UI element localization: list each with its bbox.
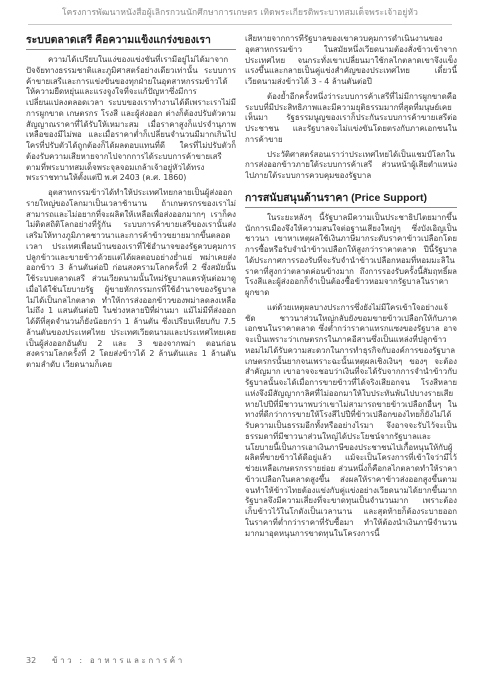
page-footer [26,653,456,667]
paragraph: เสียหายจากการที่รัฐบาลของเขาควบคุมการดำเนินงานของอุตสาหกรรมข้าว ในสมัยหนึ่งเวียดนามต้องสั่งข้าวเข้าจากประเทศไทย จนกระทั่งเขาเปลี่ยนมาใช้กลไกตลาดเขาจึงแข็งแรงขึ้นและกลายเป็นคู่แข่งสำคัญของประเทศไทย เดี๋ยวนี้เวียดนามส่งข้าวได้ 3 - 4 ล้านตันต่อปี [245,34,457,86]
paragraph: อุตสาหกรรมข้าวได้ทำให้ประเทศไทยกลายเป็นผู้ส่งออกรายใหญ่ของโลกมาเป็นเวลาช้านาน ถ้าเกษตรกรของเราไม่สามารถและไม่อยากที่จะผลิตให้เหลือเพื่อส่งออกมากๆ เราก็คงไม่ติดสถิติโลกอย่างที่รู้กัน ระบบการค้าขายเสรีของเรานั้นส่งเสริมให้ทางภูมิภาคชาวนาและการค้าข้าวขยายมากขึ้นตลอดเวลา ประเทศเพื่อนบ้านของเราที่ใช้อำนาจของรัฐควบคุมการปลูกข้าวและขายข้าวด้วยแต่ได้ผลตอบอย่างย่ำแย่ พม่าเคยส่งออกข้าว 3 ล้านตันต่อปี ก่อนสงครามโลกครั้งที่ 2 ซึ่งสมัยนั้นใช้ระบบตลาดเสรี ส่วนเวียดนามนั้นใหม่รัฐบาลแตรหุ้นต่อมาดูเมื่อได้ใช้นโยบายรัฐ ผู้ขายหักกรรมกรที่ใช้อำนาจของรัฐบาลไม่ได้เป็นกลไกตลาด ทำให้การส่งออกข้าวของพม่าลดลงเหลือไม่ถึง 1 แสนตันต่อปี ในช่วงหลายปีที่ผ่านมา แม้ไม่มีที่ส่งออกได้ดีที่สุดจำนวนก็ยังน้อยกว่า 1 ล้านตัน ซึ่งเปรียบเทียบกับ 7.5 ล้านตันของประเทศไทย ประเทศเวียดนามและประเทศไทยเคยเป็นผู้ส่งออกอันดับ 2 และ 3 ของจากพม่า ตอนก่อนสงครามโลกครั้งที่ 2 โดยส่งข้าวได้ 2 ล้านตันและ 1 ล้านตัน ตามลำดับ เวียดนามก็เคย [26,188,236,369]
section-heading-price-support: การสนับสนุนด้านราคา (Price Support) [245,192,457,208]
paragraph: ประวัติศาสตร์สอนเราว่าประเทศไทยได้เป็นแชมป์โลกในการส่งออกข้าวภายใต้ระบบการค้าเสรี ส่วนหน้าผู้เสียตำแหน่งไปภายใต้ระบบการควบคุมของรัฐบาล [245,149,457,180]
paragraph: ในระยะหลังๆ นี้รัฐบาลมีความเป็นประชาธิปไตยมากขึ้น นักการเมืองจึงให้ความสนใจต่อฐานเสียงใหญ่ๆ ซึ่งบังเอิญเป็นชาวนา เขาหาเหตุผลใช้เงินภาษีมากระดับราคาข้าวเปลือกโดยการซื้อหรือรับจำนำข้าวเปลือกให้สูงกว่าราคาตลาด ปีนี้รัฐบาลได้ประกาศการรองรับที่จะรับจำนำข้าวเปลือกหอมที่หอมมะลิในราคาที่สูงกว่าตลาดค่อนข้างมาก ถึงการรองรับครั้งนี้สัมฤทธิ์ผล โรงสีและผู้ส่งออกก็จำเป็นต้องซื้อข้าวหอมจากรัฐบาลในราคาผูกขาด [245,212,457,297]
paragraph: ต้องย้ำอีกครั้งหนึ่งว่าระบบการค้าเสรีที่ไม่มีการผูกขาดคือระบบที่มีประสิทธิภาพและมีความยุติธรรมมากที่สุดที่มนุษย์เคยเห็นมา รัฐธรรมนูญของเราก็ประกันระบบการค้าขายเสรีต่อประชาชน และรัฐบาลจะไม่แข่งขันโดยตรงกับภาคเอกชนในการค้าขาย [245,91,457,144]
page-number: 32 [26,655,37,665]
journal-title: ข้าว : อาหารและการค้า [52,655,185,665]
running-header [0,0,480,24]
right-column [245,34,457,543]
header-divider [28,24,452,25]
paragraph: แต่ด้วยเหตุผลบางประการซึ่งยังไม่มีใครเข้าใจอย่างแจ้ชัด ชาวนาส่วนใหญ่กลับยังขอมขายข้าวเปลือกให้กับภาคเอกชนในราคาตลาด ซึ่งต่ำกว่าราคาแทรกแซงของรัฐบาล อาจจะเป็นเพราะว่าเกษตรกรในภาคอีสานซึ่งเป็นแหล่งที่ปลูกข้าวหอมไม่ได้รับความสะดวกในการทำธุรกิจกับองค์การของรัฐบาล เกษตรกรนั้นยากจนเพราะฉะนั้นเหตุผลเชิงเงินๆ ของๆ จะต้องสำคัญมาก เขาอาจจะชอบว่าเงินที่จะได้รับจากการจำนำข้าวกับรัฐบาลนั้นจะได้เมื่อการขายข้าวที่ได้จริงเสียอกจน โรงสีหลายแห่งจึงมีสัญญากาลิศที่ไม่ออกมาให้ใบประทันพ้นไปบางรายเสียหายไปปีที่มีชาวนาพบว่าเขาไม่สามารถขายข้าวเปลือกอื่นๆ ในทางที่ดีกว่าการขายให้โรงสีไปปีที่ข้าวเปลือกของไทยก็ยังไม่ได้รับความเป็นธรรมอีกทั้งหรืออย่างไรมา จึงอาจจะรับไว้จะเป็นธรรมดาที่มีชาวนาส่วนใหญ่ได้ประโยชน์จากรัฐบาลและนโยบายนี้เป็นการเอาเงินภาษีของประชาชนไปเกื้อหนุนให้กับผู้ผลิตที่ขายข้าวได้ดีอยู่แล้ว แม้จะเป็นโครงการที่เข้าใจว่ามีไว้ช่วยเหลือเกษตรกรรายย่อย ส่วนหนึ่งก็คือกลไกตลาดทำให้ราคาข้าวเปลือกในตลาดสูงขึ้น ส่งผลให้ราคาข้าวส่งออกสูงขึ้นตาม จนทำให้ข้าวไทยต้องแข่งกับคู่แข่งอย่างเวียดนามได้ยากขึ้นมาก รัฐบาลจึงมีความเสี่ยงที่จะขาดทุนเป็นจำนวนมาก เพราะต้องเก็บข้าวไว้ในโกดังเป็นเวลานาน และสุดท้ายก็ต้องระบายออกในราคาที่ต่ำกว่าราคาที่รับซื้อมา ทำให้ต้องนำเงินภาษีจำนวนมากมาอุดหนุนการขาดทุนในโครงการนี้ [245,302,457,538]
paragraph: ความได้เปรียบในแง่ของแข่งขันที่เรามีอยู่ไม่ได้มาจากปัจจัยทางธรรมชาติและภูมิศาสตร์อย่างเดียวเท่านั้น ระบบการค้าขายเสรีและการแข่งขันของทุกฝ่ายในอุตสาหกรรมข้าวได้ให้ความยืดหยุ่นและแรงจูงใจที่จะแก้ปัญหาซึ่งมีการเปลี่ยนแปลงตลอดเวลา ระบบของเราทำงานได้ดีเพราะเราไม่มีการผูกขาด เกษตรกร โรงสี และผู้ส่งออก ต่างก็ต้องปรับตัวตามสัญญาณราคาที่ได้รับให้เหมาะสม เมื่อราคาสูงก็แปรจำนุภาพเหลือของมีไม่พอ และเมื่อราคาต่ำก็เปลี่ยนจำนวนมีมากเกินไป ใครที่ปรับตัวได้ถูกต้องก็ได้ผลตอบแทนที่ดี ใครที่ไม่ปรับตัวก็ต้องรับความเสียหายจากไปจากการได้ระบบการค้าขายเสรีตามที่พระบาทสมเด็จพระจุลจอมเกล้าเจ้าอยู่หัวได้ทรงพระราชทานให้ตั้งแต่ปี พ.ศ 2403 (ค.ศ. 1860) [26,55,236,183]
section-heading-free-market: ระบบตลาดเสรี คือความแข็งแกร่งของเรา [26,34,236,50]
header-title: โครงการพัฒนาหนังสือผู้เลิกรกวนนักศึกษาการเกษตร เทิดพระเกียรติพระบาทสมเด็จพระเจ้าอยู่หัว [61,8,419,18]
left-column [26,34,236,375]
